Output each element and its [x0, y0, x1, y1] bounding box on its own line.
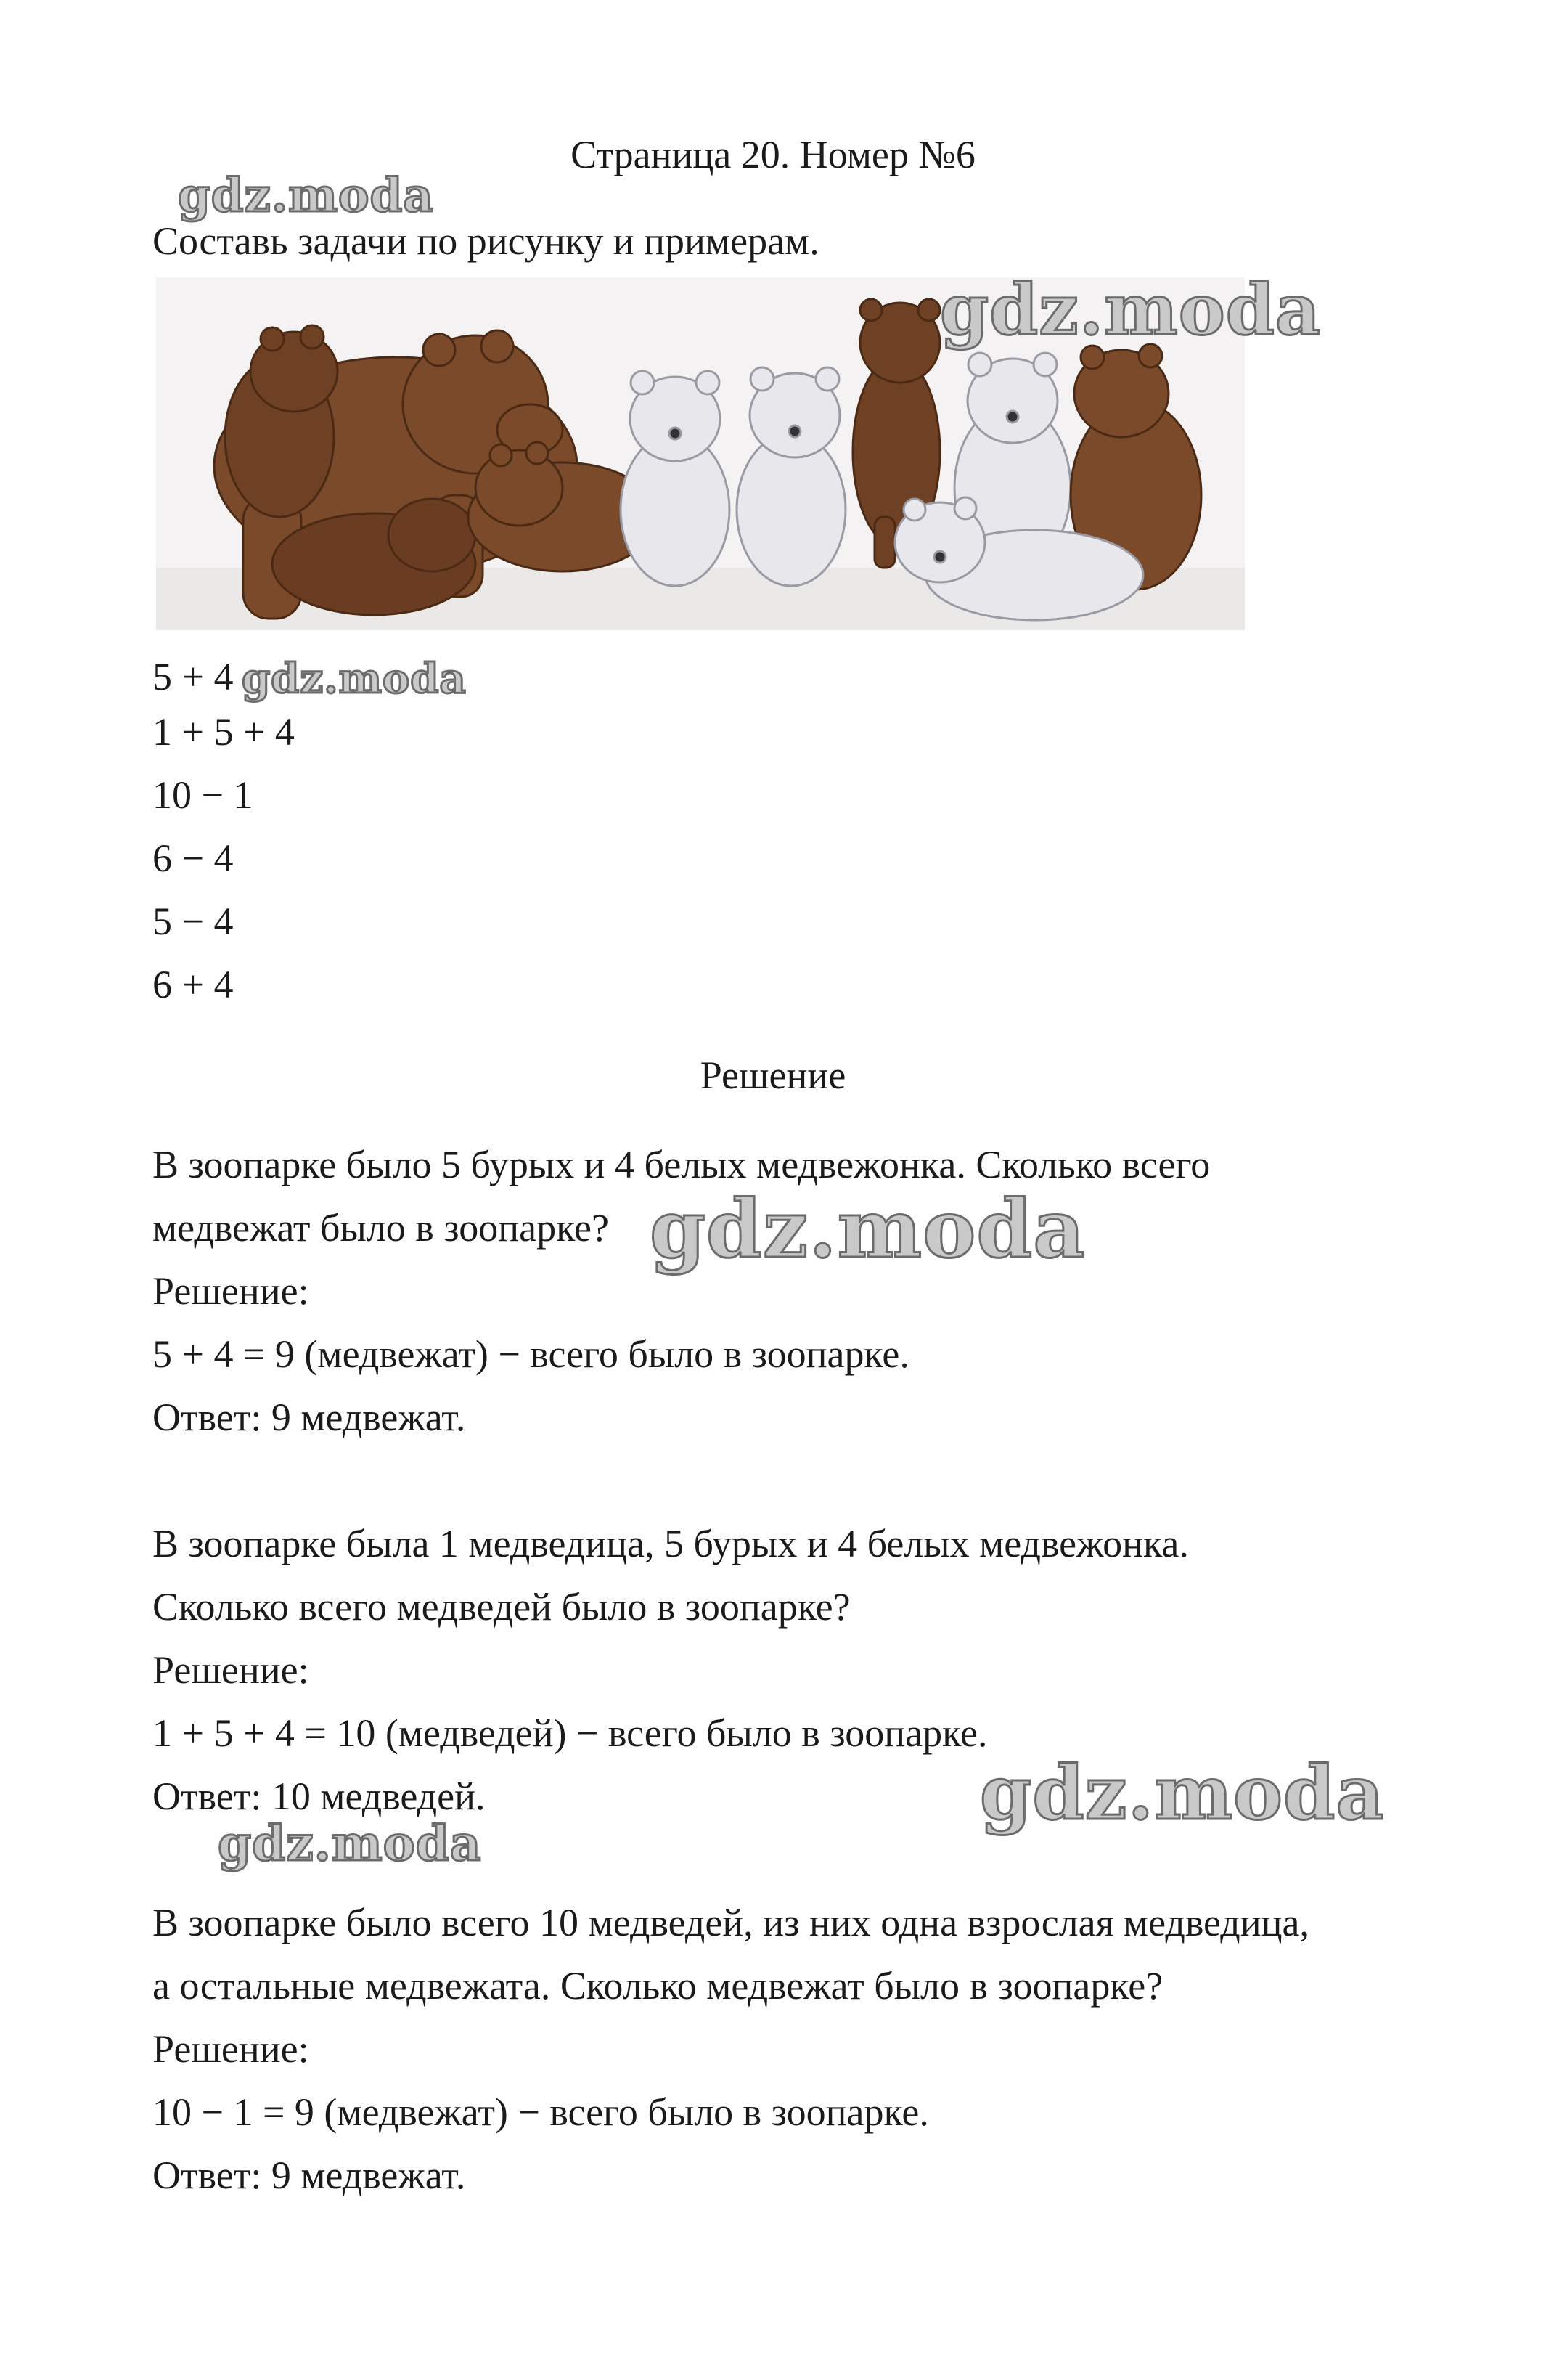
problem-2-text-line1: В зоопарке была 1 медведица, 5 бурых и 4 белых медвежонка. [152, 1522, 1189, 1565]
white-cub-1 [621, 371, 729, 586]
example-4: 6 − 4 [152, 836, 234, 880]
problem-2-label: Решение: [152, 1648, 309, 1692]
problem-2-text-line2: Сколько всего медведей было в зоопарке? [152, 1585, 851, 1629]
example-3: 10 − 1 [152, 773, 253, 817]
watermark: gdz.moda [940, 269, 1322, 351]
problem-3-calc: 10 − 1 = 9 (медвежат) − всего было в зоопарке. [152, 2090, 929, 2134]
problem-2-answer: Ответ: 10 медведей. [152, 1774, 486, 1818]
problem-1-answer: Ответ: 9 медвежат. [152, 1395, 466, 1439]
problem-1-label: Решение: [152, 1269, 309, 1313]
white-cub-2 [737, 367, 846, 586]
example-2: 1 + 5 + 4 [152, 710, 295, 754]
example-6: 6 + 4 [152, 963, 234, 1006]
problem-3-text-line1: В зоопарке было всего 10 медведей, из них одна взрослая медведица, [152, 1901, 1310, 1944]
task-prompt: Составь задачи по рисунку и примерам. [152, 219, 819, 263]
watermark: gdz.moda [218, 1815, 482, 1872]
solution-heading: Решение [700, 1054, 846, 1097]
page-title: Страница 20. Номер №6 [570, 133, 976, 176]
problem-1-text-line2: медвежат было в зоопарке? [152, 1206, 609, 1250]
problem-3-answer: Ответ: 9 медвежат. [152, 2153, 466, 2197]
problem-3-text-line2: а остальные медвежата. Сколько медвежат было в зоопарке? [152, 1964, 1163, 2008]
problem-3-label: Решение: [152, 2027, 309, 2071]
watermark: gdz.moda [980, 1750, 1385, 1837]
problem-2-calc: 1 + 5 + 4 = 10 (медведей) − всего было в зоопарке. [152, 1711, 988, 1755]
example-5: 5 − 4 [152, 900, 234, 943]
watermark: gdz.moda [650, 1182, 1086, 1276]
problem-1-text-line1: В зоопарке было 5 бурых и 4 белых медвежонка. Сколько всего [152, 1143, 1211, 1186]
watermark: gdz.moda [242, 655, 467, 703]
watermark: gdz.moda [178, 168, 434, 223]
problem-1-calc: 5 + 4 = 9 (медвежат) − всего было в зоопарке. [152, 1332, 909, 1376]
example-1: 5 + 4 [152, 655, 234, 698]
